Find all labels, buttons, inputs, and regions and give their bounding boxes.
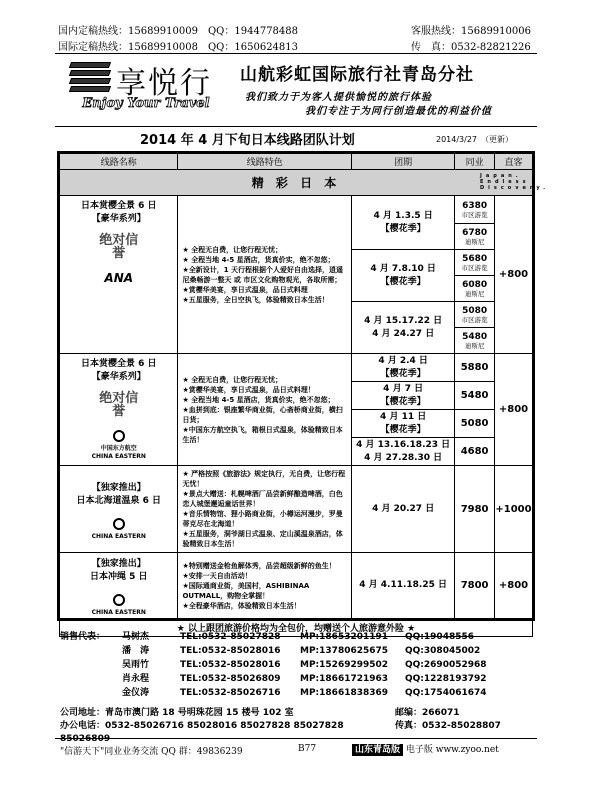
- route-4-date: 4 月 4.11.18.25 日: [352, 553, 455, 619]
- section-title: 精 彩 日 本 Japan. Endless Discovery.: [60, 170, 533, 196]
- route-1-price-1a: 6380 市区游览: [455, 196, 495, 224]
- route-1-name: 日本赏樱全景 6 日 【豪华系列】 绝对信誉 ANA: [60, 196, 178, 354]
- china-eastern-logo-icon: 中国东方航空 CHINA EASTERN: [60, 430, 177, 461]
- plan-title: 2014 年 4 月下旬日本线路团队计划: [140, 133, 355, 148]
- route-2-price-4: 4680: [455, 438, 495, 466]
- agency-name: 山航彩虹国际旅行社青岛分社: [240, 65, 474, 85]
- qq-group: "信游天下"同业业务交流 QQ 群：49836239: [60, 747, 243, 757]
- trust-badge-icon: 绝对信誉: [99, 391, 139, 419]
- route-2-direct: +800: [495, 354, 533, 466]
- company-address: 公司地址：青岛市澳门路 18 号明珠花园 15 楼号 102 室 邮编：266071 办公电话：0532-85026716 85028016 85027828 85027828 85026809 传真：0532-85028807: [60, 708, 501, 744]
- route-1-price-2b: 6080 迪斯尼: [455, 276, 495, 302]
- slogan-1: 我们致力于为客人提供愉悦的旅行体验: [245, 92, 432, 103]
- route-2-date-1: 4 月 2.4 日 【樱花季】: [352, 354, 455, 382]
- route-2-price-3: 5080: [455, 410, 495, 438]
- route-table: [57, 151, 550, 634]
- route-2-price-1: 5880: [455, 354, 495, 382]
- route-4-direct: +800: [495, 553, 533, 619]
- sales-row: 销售代表： 马树杰 TEL:0532-85027828 MP:18653201191 QQ:19048556: [60, 632, 474, 642]
- route-3-direct: +1000: [495, 466, 533, 553]
- header-peer: 同业: [455, 154, 495, 170]
- sales-row: 金仪涛 TEL:0532-85026716 MP:18661838369 QQ:1754061674: [122, 688, 487, 698]
- china-eastern-logo-icon: CHINA EASTERN: [60, 518, 177, 541]
- plan-date: 2014/3/27 （更新）: [436, 135, 514, 144]
- route-2-date-3: 4 月 11 日 【樱花季】: [352, 410, 455, 438]
- route-1-price-3a: 5080 市区游览: [455, 302, 495, 328]
- table-note: ★ 以上跟团旅游价格均为全包价，均赠送个人旅游意外险 ★: [60, 619, 533, 637]
- header-dates: 团期: [352, 154, 455, 170]
- logo-mark-icon: [70, 62, 110, 94]
- route-1-price-2a: 5680 市区游览: [455, 250, 495, 276]
- route-2-features: ★ 全程无自费，让您行程无忧； ★赏樱华美宴，享日式温泉，品日式料理！ ★ 全程当地 4-5 星酒店，货真价实，绝不忽悠； ★血拼到底：银座繁华商业街，心斋桥商业街，横扫日货； ★中国东方航空执飞，箱根日式温泉，体验精致日本生活！: [178, 354, 352, 466]
- domestic-hotline: 国内定稿热线：15689910009 QQ：1944778488: [58, 26, 299, 37]
- sales-reps: [60, 630, 525, 700]
- header-features: 线路特色: [178, 154, 352, 170]
- japan-tourism-logo: Japan. Endless Discovery.: [480, 173, 550, 191]
- route-4-peer: 7800: [455, 553, 495, 619]
- logo-text: 享悦行: [116, 66, 212, 101]
- logo-tagline: Enjoy Your Travel: [82, 96, 210, 111]
- route-1-price-1b: 6780 迪斯尼: [455, 224, 495, 250]
- route-1-direct: +800: [495, 196, 533, 354]
- header-direct: 直客: [495, 154, 533, 170]
- sales-row: 肖永程 TEL:0532-85026809 MP:18661721963 QQ:1228193792: [122, 674, 487, 684]
- route-2-name: 日本赏樱全景 6 日 【豪华系列】 绝对信誉 中国东方航空 CHINA EASTERN: [60, 354, 178, 466]
- slogan-2: 我们专注于为同行创造最优的利益价值: [305, 106, 492, 117]
- route-4-name: 【独家推出】 日本冲绳 5 日 CHINA EASTERN: [60, 553, 178, 619]
- route-1-date-3: 4 月 15.17.22 日 4 月 24.27 日: [352, 302, 455, 354]
- route-4-features: ★特别赠送金枪鱼解体秀，品尝超级新鲜的鱼生！ ★安排一天自由活动！ ★国际通商业街，美国村，ASHIBINAA OUTMALL，购物全掌握！ ★全程豪华酒店，体验精致日本生活！: [178, 553, 352, 619]
- service-hotline: 客服热线：15689910006: [411, 26, 531, 37]
- route-2-date-4: 4 月 13.16.18.23 日 4 月 27.28.30 日: [352, 438, 455, 466]
- china-eastern-logo-icon: CHINA EASTERN: [60, 594, 177, 617]
- route-2-price-2: 5480: [455, 382, 495, 410]
- route-1-price-3b: 5480 迪斯尼: [455, 328, 495, 354]
- route-1-date-1: 4 月 1.3.5 日 【樱花季】: [352, 196, 455, 250]
- page-number: B77: [298, 744, 317, 754]
- edition-info: 山东青岛版 电子版 www.zyoo.net: [352, 742, 499, 755]
- route-2-date-2: 4 月 7 日 【樱花季】: [352, 382, 455, 410]
- header-route-name: 线路名称: [60, 154, 178, 170]
- sales-row: 潘 涛 TEL:0532-85028016 MP:13780625675 QQ:308045002: [122, 646, 481, 656]
- route-1-date-2: 4 月 7.8.10 日 【樱花季】: [352, 250, 455, 302]
- ana-logo-icon: ANA: [104, 271, 134, 285]
- trust-badge-icon: 绝对信誉: [99, 233, 139, 261]
- route-3-peer: 7980: [455, 466, 495, 553]
- route-3-name: 【独家推出】 日本北海道温泉 6 日 CHINA EASTERN: [60, 466, 178, 553]
- sales-row: 吴雨竹 TEL:0532-85028016 MP:15269299502 QQ:2690052968: [122, 660, 487, 670]
- route-1-features: ★ 全程无自费，让您行程无忧； ★ 全程当地 4-5 星酒店，货真价实，绝不忽悠； ★全新设计，1 天行程根据个人爱好自由选择，逍遥尼桑畅游一整天 或 市区文化购物观光，各取所需； ★赏樱华美宴，享日式温泉，品日式料理 ★五星服务，全日空执飞，体验精致日本生活！: [178, 196, 352, 354]
- route-3-features: ★ 严格按照《旅游法》规定执行，无自费，让您行程无忧！ ★景点大赠送：札幌啤酒厂品尝新鲜酿造啤酒，白色恋人城堡邂逅童话世界！ ★音乐情物馆、狸小路商业街，小樽运河漫步，罗曼蒂克尽在北海道！ ★五星服务，洞爷湖日式温泉、定山溪温泉酒店，体验精致日本生活！: [178, 466, 352, 553]
- fax-number: 传 真：0532-82821226: [411, 42, 531, 53]
- brand-logo: [66, 56, 228, 126]
- route-3-date: 4 月 20.27 日: [352, 466, 455, 553]
- international-hotline: 国际定稿热线：15689910008 QQ：1650624813: [58, 42, 299, 53]
